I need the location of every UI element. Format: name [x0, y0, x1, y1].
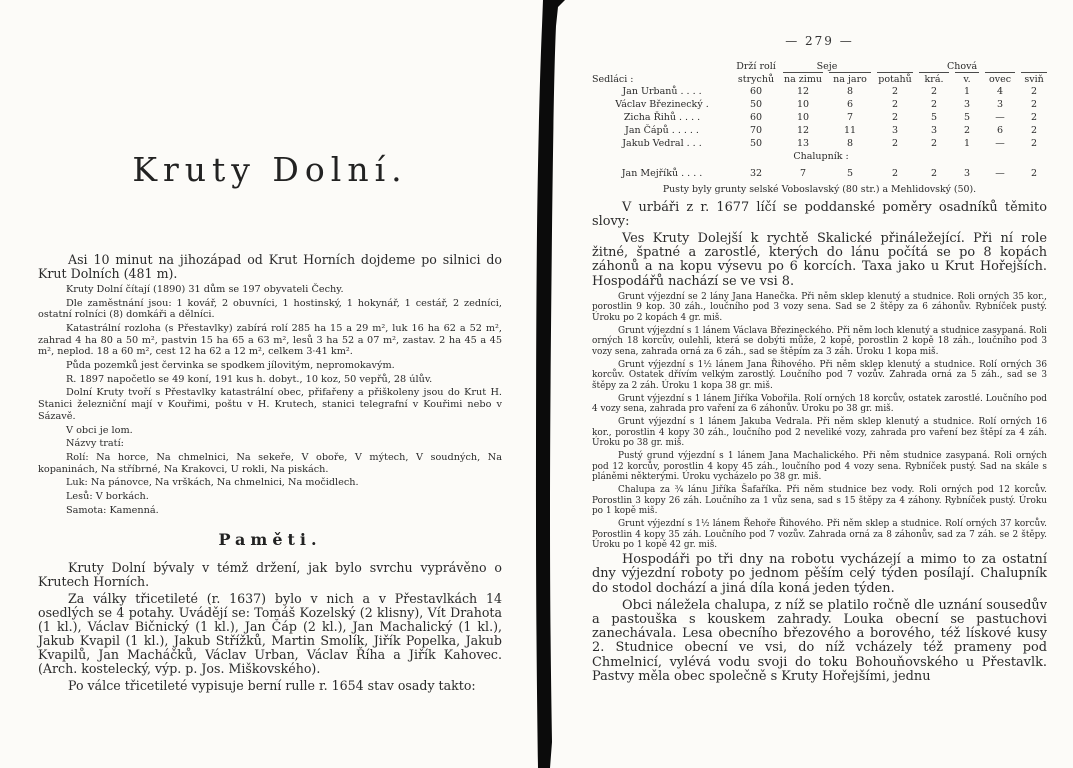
table-cell: 2	[891, 111, 899, 123]
table-cell: 4	[996, 85, 1004, 97]
paragraph: Grunt výjezdní s 1½ lánem Řehoře Řihového. Při něm sklep a studnice. Rolí orných 37 korcův. Porostlin 4 kopy 35 záh. Loučního pod 7 vozův. Zahrada orná za 8 záhonův, sad za 7 záh. se 2 štěpy. Úroku po 1 kopě 42 gr. miš.	[592, 519, 1047, 551]
table-cell: 11	[843, 124, 857, 136]
paragraph: V urbáři z r. 1677 líčí se poddanské poměry osadníků těmito slovy:	[592, 199, 1047, 229]
paragraph: Rolí: Na horce, Na chmelnici, Na sekeře, V oboře, V mýtech, V soudných, Na kopaninách, Na stříbrné, Na Krakovci, U rokli, Na piskách.	[38, 451, 502, 475]
table-cell: 60	[749, 111, 763, 123]
paragraph: Samota: Kamenná.	[66, 504, 159, 516]
farmer-name: Jakub Vedral . . .	[622, 137, 702, 149]
column-header-na-zimu: na zimu	[784, 74, 822, 85]
table-row	[592, 85, 1050, 98]
table-cell: 7	[846, 111, 854, 123]
table-cell: 60	[749, 85, 763, 97]
table-cell: 2	[891, 168, 899, 179]
table-cell: 2	[1031, 98, 1038, 110]
column-header-krav: krá.	[916, 72, 952, 85]
table-cell: 2	[930, 137, 938, 149]
column-header-sedlaci: Sedláci :	[592, 74, 634, 85]
paragraph: Chalupa za ¾ lánu Jiříka Šafaříka. Při něm studnice bez vody. Roli orných pod 12 korcův. Porostlin 3 kopy 26 záh. Loučního za 1 vůz sena, sad s 15 štěpy za 4 záhony. Rybníček pustý. Úroku po 1 kopě miš.	[592, 485, 1047, 517]
table-cell: 3	[996, 98, 1004, 110]
table-cell: 10	[796, 111, 810, 123]
table-cell: —	[995, 111, 1005, 123]
right-page	[568, 0, 1073, 768]
paragraph: Dle zaměstnání jsou: 1 kovář, 2 obuvníci, 1 hostinský, 1 hokynář, 1 cestář, 2 zedníci, ostatní rolníci (8) domkáři a dělníci.	[38, 297, 502, 321]
paragraph: Za války třicetileté (r. 1637) bylo v nich a v Přestavlkách 14 osedlých se 4 potahy. Uvádějí se: Tomáš Kozelský (2 klisny), Vít Drahota (1 kl.), Václav Bičnický (1 kl.), Jan Čáp (2 kl.), Jan Machalický (1 kl.), Jakub Kvapil (1 kl.), Jakub Střížků, Martin Smolík, Jiřík Popelka, Jakub Kvapilů, Jan Macháčků, Václav Urban, Václav Říha a Jiřík Kahovec. (Arch. kostelecký, výp. p. Jos. Miškovského).	[38, 591, 502, 676]
table-cell: 50	[749, 98, 763, 110]
paragraph: Kruty Dolní čítají (1890) 31 dům se 197 obyvateli Čechy.	[66, 283, 344, 295]
paragraph: Grunt výjezdní s 1 lánem Jiříka Vobořila. Rolí orných 18 korcův, ostatek zarostlé. Loučního pod 4 vozy sena, zahrada pro vaření za 6 záhonův. Úroku po 38 gr. miš.	[592, 393, 1047, 415]
table-cell: 70	[749, 124, 763, 136]
table-cell: 2	[1031, 124, 1038, 136]
table-cell: 2	[891, 137, 899, 149]
table-row	[592, 111, 1050, 124]
farmer-name: Jan Urbanů . . . .	[622, 85, 702, 97]
table-cell: 3	[891, 124, 899, 136]
table-cell: 5	[846, 168, 854, 179]
table-cell: 2	[930, 98, 938, 110]
paragraph: Obci náležela chalupa, z níž se platilo ročně dle uznání sousedův a pastouška s kouskem zahrady. Louka obecní se pastuchovi zanechávala. Lesa obecního březového a borového, též lískové kusy 2. Studnice obecní ve vsi, do níž vcházely též prameny pod Chmelnicí, vylévá vodu svoji do toku Bohouňovského u Přestavlk. Pastvy měla obec společně s Kruty Hořejšími, jednu	[592, 597, 1047, 684]
paragraph: Kruty Dolní bývaly v témž držení, jak bylo svrchu vyprávěno o Krutech Horních.	[38, 560, 502, 590]
table-cell: 13	[796, 137, 810, 149]
paragraph: Katastrální rozloha (s Přestavlky) zabírá rolí 285 ha 15 a 29 m², luk 16 ha 62 a 52 m², zahrad 4 ha 80 a 50 m², pastvin 15 ha 65 a 63 m², lesů 3 ha 52 a 07 m², zastav. 2 ha 45 a 45 m², neplod. 18 a 60 m², cest 12 ha 62 a 12 m², celkem 3·41 km².	[38, 322, 502, 358]
census-table	[592, 61, 1050, 181]
column-header-svin: sviň	[1018, 72, 1050, 85]
paragraph: Hospodáři po tři dny na robotu vycházejí a mimo to za ostatní dny výjezdní roboty po jednom pěším celý týden posílají. Chalupník do stodol dochází a jiná díla koná jeden týden.	[592, 552, 1047, 596]
table-cell: 1	[963, 85, 971, 97]
table-cell: —	[995, 168, 1005, 179]
table-cell: 3	[963, 168, 971, 179]
farmer-name: Václav Březinecký .	[615, 98, 709, 110]
column-header-na-jaro: na jaro	[826, 72, 874, 85]
column-header-spacer	[592, 61, 732, 72]
column-header-ovec: ovec	[982, 72, 1018, 85]
column-header-strychu: strychů	[737, 74, 775, 85]
column-header-chova: Chová	[946, 61, 978, 72]
paragraph: Asi 10 minut na jihozápad od Krut Horních dojdeme po silnici do Krut Dolních (481 m).	[38, 252, 502, 281]
table-cell: —	[995, 137, 1005, 149]
table-cell: 3	[930, 124, 938, 136]
farmer-name: Jan Mejříků . . . .	[621, 168, 703, 179]
table-row	[592, 124, 1050, 137]
paragraph: Luk: Na pánovce, Na vrškách, Na chmelnici, Na močidlech.	[66, 477, 359, 489]
table-row	[592, 137, 1050, 150]
table-cell: 12	[796, 124, 810, 136]
paragraph: Grunt výjezdní s 1½ lánem Jana Řihového. Při něm sklep klenutý a studnice. Rolí orných 36 korcův. Ostatek dřívím velkým zarostlý. Loučního pod 7 vozův. Zahrada orná za 5 záh., sad se 3 štěpy za 2 záh. Úroku 1 kopa 38 gr. miš.	[592, 359, 1047, 391]
column-header-drzi-roli: Drží rolí	[736, 61, 776, 72]
table-cell: 2	[1031, 111, 1038, 123]
section-heading-pameti: Paměti.	[218, 530, 322, 550]
table-cell: 8	[846, 85, 854, 97]
table-row	[592, 163, 1050, 181]
paragraph: V obci je lom.	[66, 424, 133, 436]
column-header-seje: Seje	[816, 61, 838, 72]
table-cell: 3	[963, 98, 971, 110]
table-cell: 2	[1031, 85, 1038, 97]
paragraph: Názvy tratí:	[66, 438, 124, 450]
page-number: — 279 —	[785, 34, 854, 48]
table-footnote: Pusty byly grunty selské Voboslavský (80 str.) a Mehlidovský (50).	[662, 183, 977, 195]
table-cell: 2	[891, 85, 899, 97]
paragraph: Lesů: V borkách.	[66, 491, 149, 503]
paragraph: Po válce třicetileté vypisuje berní rulle r. 1654 stav osady takto:	[68, 677, 476, 693]
table-cell: 10	[796, 98, 810, 110]
paragraph: Grunt výjezdní se 2 lány Jana Hanečka. Při něm sklep klenutý a studnice. Roli orných 35 kor., porostlin 9 kop. 30 záh., loučního pod 3 vozy sena. Sad se 2 štěpy za 6 záhonův. Rybníček pustý. Úroku po 2 kopách 4 gr. miš.	[592, 291, 1047, 323]
paragraph: R. 1897 napočetlo se 49 koní, 191 kus h. dobyt., 10 koz, 50 vepřů, 28 úlův.	[66, 373, 433, 385]
table-cell: 1	[963, 137, 971, 149]
table-cell: 6	[996, 124, 1004, 136]
table-cell: 2	[930, 168, 938, 179]
table-cell: 2	[891, 98, 899, 110]
paragraph: Grunt výjezdní s 1 lánem Jakuba Vedrala. Při něm sklep klenutý a studnice. Rolí orných 16 kor., porostlin 4 kopy 30 záh., loučního pod 2 neveliké vozy, zahrada pro vaření bez štěpí za 4 záh. Úroku po 38 gr. miš.	[592, 417, 1047, 449]
table-cell: 2	[963, 124, 971, 136]
table-cell: 7	[799, 168, 807, 179]
table-row	[592, 98, 1050, 111]
paragraph: Dolní Kruty tvoří s Přestavlky katastrální obec, přifařeny a přiškoleny jsou do Krut H. Stanici železniční mají v Kouřimi, poštu v H. Krutech, stanici telegrafní v Kouřimi nebo v Sázavě.	[38, 387, 502, 422]
column-header-potahu: potahů	[878, 74, 912, 85]
chapter-title: Kruty Dolní.	[132, 150, 408, 189]
paragraph: Ves Kruty Dolejší k rychtě Skalické přináležející. Při ní role žitné, špatné a zarostlé, kterých do lánu počítá se po 8 kopách záhonů a na kopu výsevu po 6 korcích. Taxa jako u Krut Hořejších. Hospodářů nachází se ve vsi 8.	[592, 230, 1047, 289]
table-cell: 5	[930, 111, 938, 123]
table-cell: 12	[796, 85, 810, 97]
table-cell: 2	[1031, 168, 1038, 179]
table-cell: 8	[846, 137, 854, 149]
left-page	[0, 0, 536, 768]
chalupnik-label: Chalupník :	[793, 150, 849, 162]
paragraph: Pustý grund výjezdní s 1 lánem Jana Machalického. Při něm studnice zasypaná. Roli orných pod 12 korcův, porostlin 4 kopy 45 záh., loučního pod 4 vozy sena. Rybníček pustý. Sad na skále s pláněmi některými. Úroku vycházelo po 38 gr. miš.	[592, 451, 1047, 483]
paragraph: Půda pozemků jest červinka se spodkem jílovitým, nepromokavým.	[66, 360, 395, 372]
table-cell: 6	[846, 98, 854, 110]
table-cell: 2	[1031, 137, 1038, 149]
farmer-name: Jan Čápů . . . . .	[625, 124, 699, 136]
paragraph: Grunt výjezdní s 1 lánem Václava Březineckého. Při něm loch klenutý a studnice zasypaná. Roli orných 18 korcův, oulehli, která se dobýti může, 2 kopě, porostlin 2 kopě 18 záh., loučního pod 3 vozy sena, zahrada orná za 6 záh., sad se štěpím za 3 záh. Úroku 1 kopa miš.	[592, 325, 1048, 357]
table-cell: 2	[930, 85, 938, 97]
table-section-row	[592, 150, 1050, 163]
column-header-v: v.	[952, 72, 982, 85]
table-cell: 50	[749, 137, 763, 149]
table-cell: 32	[749, 168, 763, 179]
table-cell: 5	[963, 111, 971, 123]
farmer-name: Zicha Řihů . . . .	[623, 111, 701, 123]
